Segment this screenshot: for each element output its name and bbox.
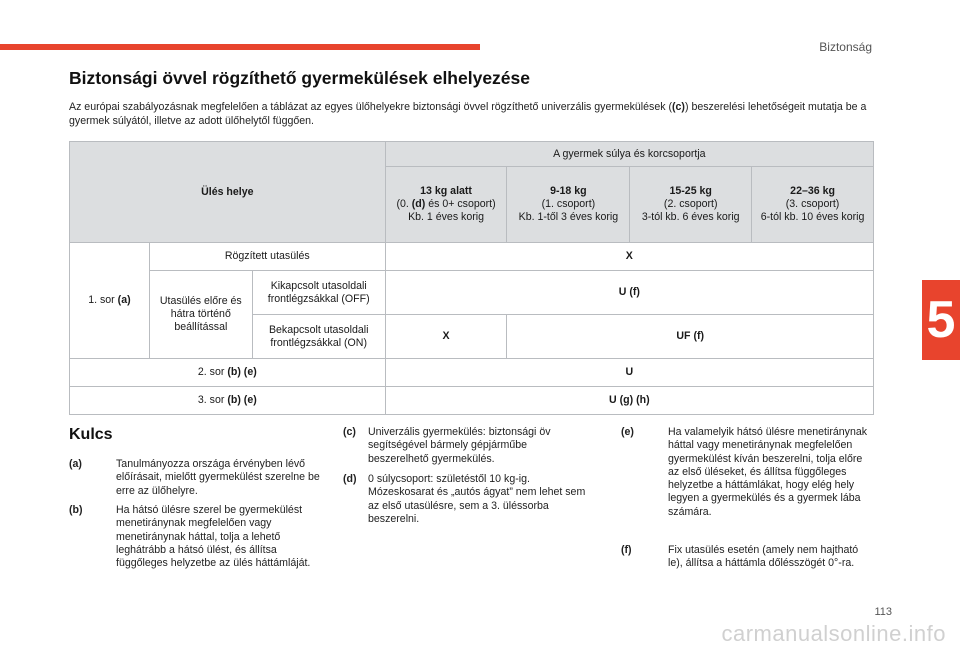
key-title: Kulcs <box>69 426 113 443</box>
airbag-off-label: Kikapcsolt utasoldali frontlégzsákkal (OFF) <box>252 271 385 315</box>
row-3-value: U (g) (h) <box>385 387 873 415</box>
row-2-value: U <box>385 359 873 387</box>
child-seat-table <box>69 141 874 415</box>
watermark: carmanualsonline.info <box>721 621 946 646</box>
note-d: (d) 0 súlycsoport: születéstől 10 kg-ig. Mózeskosarat és „autós ágyat” nem lehet sem az első utasülésre, sem a 3. üléssorba beszerelni. <box>343 473 586 525</box>
note-a: (a) Tanulmányozza országa érvényben lévő előírásait, mielőtt gyermekülést szerelne be erre az ülőhelyre. <box>69 458 320 497</box>
airbag-off-value: U (f) <box>385 271 873 315</box>
row-1-label: 1. sor (a) <box>70 243 150 359</box>
row-2-label: 2. sor (b) (e) <box>70 359 386 387</box>
fixed-seat-value: X <box>385 243 873 271</box>
airbag-on-value-groups-1-3: UF (f) <box>507 315 874 359</box>
weight-group-header: A gyermek súlya és korcsoportja <box>385 142 873 167</box>
fixed-seat-label: Rögzített utasülés <box>149 243 385 271</box>
column-group-3: 22–36 kg (3. csoport) 6-tól kb. 10 éves korig <box>752 167 874 243</box>
row-3-label: 3. sor (b) (e) <box>70 387 386 415</box>
intro-paragraph: Az európai szabályozásnak megfelelően a táblázat az egyes ülőhelyekre biztonsági övvel rögzíthető univerzális gyermekülések ((c)) beszerelési lehetőségeit mutatja be a gyermek súlyától, illetve az adott ülőhelytől függően. <box>69 101 867 127</box>
chapter-tab: 5 <box>922 280 960 360</box>
arrow-icon <box>646 544 668 571</box>
arrow-icon <box>94 458 116 498</box>
airbag-on-value-group-0: X <box>385 315 507 359</box>
adjustable-seat-label: Utasülés előre és hátra történő beállítással <box>149 271 252 359</box>
note-e: (e) Ha valamelyik hátsó ülésre menetiránynak háttal vagy menetiránynak megfelelően gyermekülést kíván beszerelni, tolja előre az első üléseket, és állítsa függőleges helyzetbe a háttámlákat, hogy elég hely legyen a gyermekülés és a gyermek lába számára. <box>621 426 868 518</box>
column-group-2: 15-25 kg (2. csoport) 3-tól kb. 6 éves korig <box>630 167 752 243</box>
page-title: Biztonsági övvel rögzíthető gyermekülések elhelyezése <box>69 68 531 88</box>
arrow-icon <box>94 504 116 570</box>
column-group-1: 9-18 kg (1. csoport) Kb. 1-től 3 éves korig <box>507 167 630 243</box>
arrow-icon <box>646 426 668 519</box>
header-accent-bar <box>0 44 480 50</box>
seat-position-header: Ülés helye <box>70 142 386 243</box>
note-b: (b) Ha hátsó ülésre szerel be gyermekülést menetiránynak megfelelően vagy menetiránynak háttal, tolja a lehető leghátrább a hátsó ülést, és állítsa függőleges helyzetbe az ülés háttámláját. <box>69 504 311 570</box>
airbag-on-label: Bekapcsolt utasoldali frontlégzsákkal (ON) <box>252 315 385 359</box>
page-number: 113 <box>874 606 892 618</box>
note-c: (c) Univerzális gyermekülés: biztonsági öv segítségével bármely gépjárműbe beszerelhető gyermekülés. <box>343 426 551 465</box>
column-group-0: 13 kg alatt (0. (d) és 0+ csoport) Kb. 1 éves korig <box>385 167 507 243</box>
note-f: (f) Fix utasülés esetén (amely nem hajtható le), állítsa a háttámla dőlésszögét 0°-ra. <box>621 544 859 570</box>
section-name: Biztonság <box>819 40 872 54</box>
